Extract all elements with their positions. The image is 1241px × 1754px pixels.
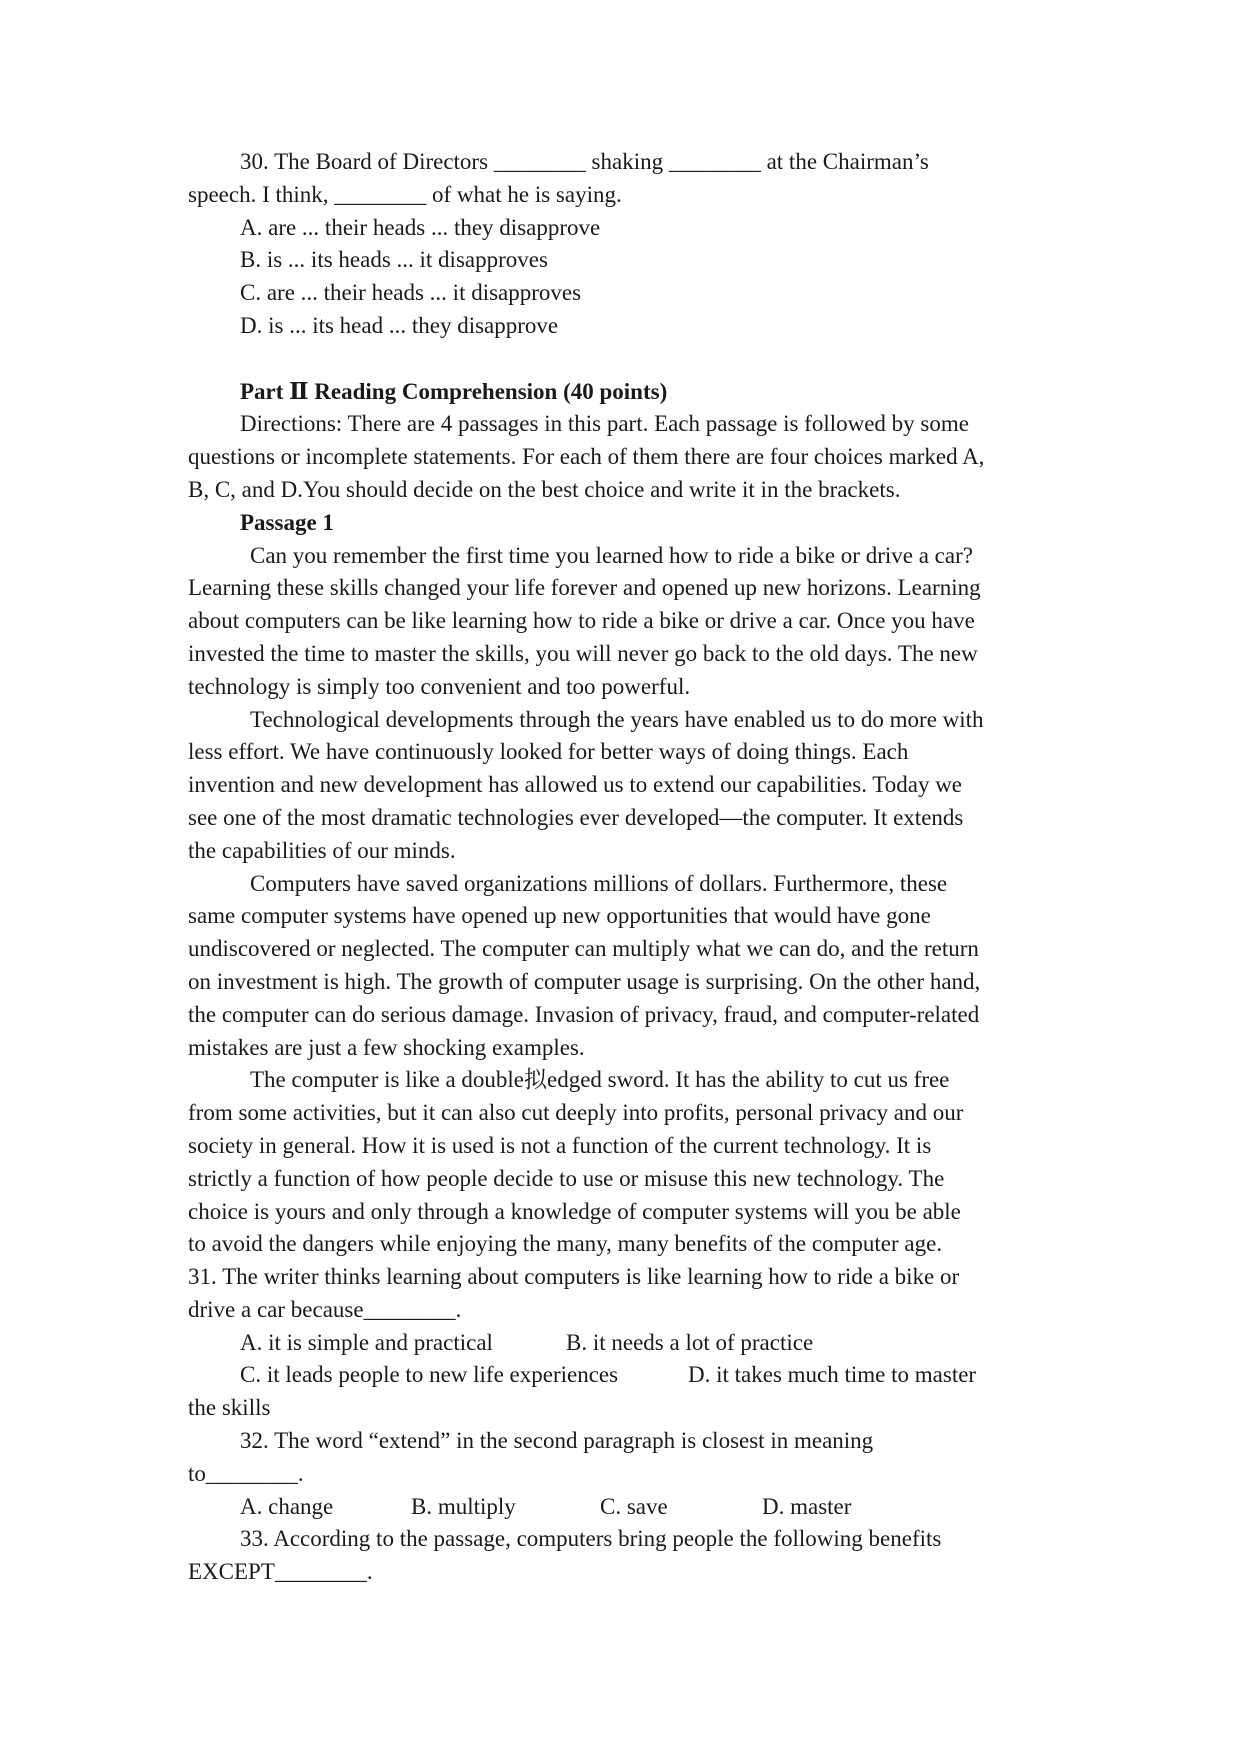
q31-option-a: A. it is simple and practical <box>240 1329 493 1355</box>
q31-option-c: C. it leads people to new life experiences <box>240 1362 619 1388</box>
q31-option-d: D. it takes much time to master <box>688 1362 977 1388</box>
q30-stem-line2: speech. I think, ________ of what he is saying. <box>188 181 622 207</box>
q32-stem-line1: 32. The word “extend” in the second paragraph is closest in meaning <box>240 1428 874 1454</box>
passage-p1-line3: about computers can be like learning how to ride a bike or drive a car. Once you have <box>188 608 975 634</box>
q31-stem-line2: drive a car because________. <box>188 1296 462 1322</box>
passage-p3-line1: Computers have saved organizations millions of dollars. Furthermore, these <box>250 870 948 896</box>
passage-p1-line4: invested the time to master the skills, you will never go back to the old days. The new <box>188 640 978 666</box>
passage-p2-line1: Technological developments through the years have enabled us to do more with <box>250 706 984 732</box>
part2-heading: Part Ⅱ Reading Comprehension (40 points) <box>240 378 668 404</box>
q31-option-b: B. it needs a lot of practice <box>566 1329 814 1355</box>
directions-line3: B, C, and D.You should decide on the best choice and write it in the brackets. <box>188 476 901 502</box>
q32-option-d: D. master <box>762 1493 852 1519</box>
passage-p2-line4: see one of the most dramatic technologies ever developed—the computer. It extends <box>188 804 964 830</box>
passage-p4-line6: to avoid the dangers while enjoying the many, many benefits of the computer age. <box>188 1231 943 1257</box>
q31-options-row2 <box>188 1359 1068 1392</box>
passage-title: Passage 1 <box>240 509 334 535</box>
q32-options-row <box>188 1491 1068 1524</box>
directions-line2: questions or incomplete statements. For each of them there are four choices marked A, <box>188 444 985 470</box>
q31-options-row1 <box>188 1327 1068 1360</box>
passage-p3-line4: on investment is high. The growth of computer usage is surprising. On the other hand, <box>188 968 981 994</box>
passage-p4-line4: strictly a function of how people decide to use or misuse this new technology. The <box>188 1165 945 1191</box>
q33-stem-line1: 33. According to the passage, computers bring people the following benefits <box>240 1526 942 1552</box>
passage-p3-line3: undiscovered or neglected. The computer can multiply what we can do, and the return <box>188 936 979 962</box>
q32-option-a: A. change <box>240 1493 334 1519</box>
passage-p3-line6: mistakes are just a few shocking examples. <box>188 1034 585 1060</box>
section-spacer <box>188 343 1068 376</box>
passage-p2-line2: less effort. We have continuously looked for better ways of doing things. Each <box>188 739 909 765</box>
document-page <box>188 146 1068 1589</box>
q30-stem-line1: 30. The Board of Directors ________ shaking ________ at the Chairman’s <box>240 149 929 174</box>
passage-p3-line5: the computer can do serious damage. Invasion of privacy, fraud, and computer-related <box>188 1001 980 1027</box>
passage-p4-line2: from some activities, but it can also cut deeply into profits, personal privacy and our <box>188 1100 964 1126</box>
passage-p1-line5: technology is simply too convenient and too powerful. <box>188 673 691 699</box>
directions-line1: Directions: There are 4 passages in this part. Each passage is followed by some <box>240 411 969 437</box>
q31-option-d-continued: the skills <box>188 1395 271 1421</box>
passage-p3-line2: same computer systems have opened up new opportunities that would have gone <box>188 903 931 929</box>
q32-option-c: C. save <box>600 1493 668 1519</box>
q31-stem-line1: 31. The writer thinks learning about computers is like learning how to ride a bike or <box>188 1264 960 1290</box>
passage-p1-line1: Can you remember the first time you learned how to ride a bike or drive a car? <box>250 542 973 568</box>
q32-stem-line2: to________. <box>188 1460 304 1486</box>
passage-p1-line2: Learning these skills changed your life forever and opened up new horizons. Learning <box>188 575 981 601</box>
q33-stem-line2: EXCEPT________. <box>188 1559 373 1585</box>
passage-p2-line5: the capabilities of our minds. <box>188 837 456 863</box>
q30-option-c: C. are ... their heads ... it disapproves <box>240 280 582 306</box>
passage-p4-line1: The computer is like a double拟edged sword. It has the ability to cut us free <box>250 1067 950 1093</box>
passage-p4-line3: society in general. How it is used is not a function of the current technology. It is <box>188 1132 932 1158</box>
q30-option-b: B. is ... its heads ... it disapproves <box>240 247 548 273</box>
q30-option-d: D. is ... its head ... they disapprove <box>240 312 559 338</box>
q32-option-b: B. multiply <box>411 1493 516 1519</box>
passage-p2-line3: invention and new development has allowed us to extend our capabilities. Today we <box>188 772 963 798</box>
q30-option-a: A. are ... their heads ... they disapprove <box>240 214 601 240</box>
passage-p4-line5: choice is yours and only through a knowledge of computer systems will you be able <box>188 1198 961 1224</box>
